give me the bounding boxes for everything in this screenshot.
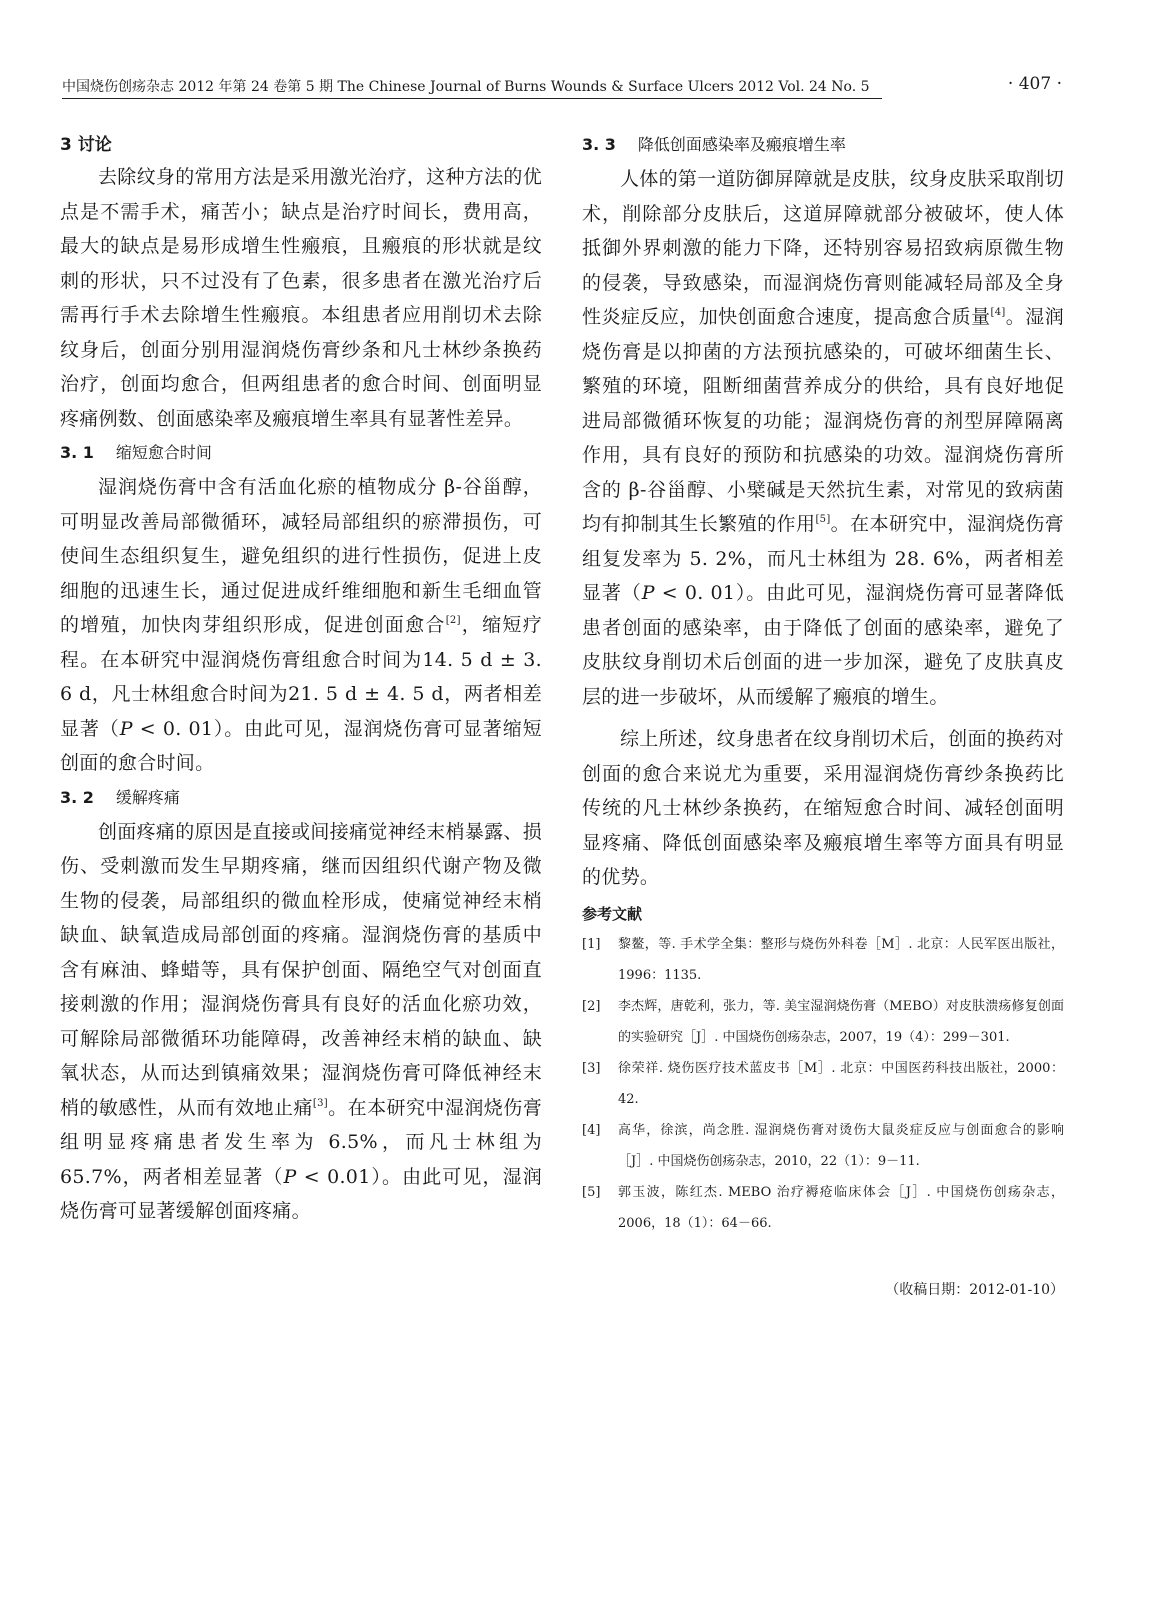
p-value-symbol: P <box>283 1165 297 1188</box>
reference-item: [4] 高华，徐滨，尚念胜. 湿润烧伤膏对烫伤大鼠炎症反应与创面愈合的影响［J］. 中国烧伤创疡杂志，2010，22（1）：9－11. <box>582 1122 1064 1169</box>
reference-item: [1] 黎鳌，等. 手术学全集：整形与烧伤外科卷［M］. 北京：人民军医出版社，1996：1135. <box>582 936 1064 983</box>
reference-item: [3] 徐荣祥. 烧伤医疗技术蓝皮书［M］. 北京：中国医药科技出版社，2000：42. <box>582 1060 1064 1107</box>
citation-5: [5] <box>815 514 831 525</box>
citation-3: [3] <box>312 1097 328 1109</box>
section-3-2-title: 缓解疼痛 <box>115 787 180 807</box>
header-rule <box>62 98 882 99</box>
reference-item: [2] 李杰辉，唐乾利，张力，等. 美宝湿润烧伤膏（MEBO）对皮肤溃疡修复创面的实验研究［J］. 中国烧伤创疡杂志，2007，19（4）：299－301. <box>582 998 1064 1045</box>
section-3-1-paragraph: 湿润烧伤膏中含有活血化瘀的植物成分 β-谷甾醇，可明显改善局部微循环，减轻局部组织的瘀滞损伤，可使间生态组织复生，避免组织的进行性损伤，促进上皮细胞的迅速生长，通过促进成纤维细胞和新生毛细血管的增殖，加快肉芽组织形成，促进创面愈合[2]，缩短疗程。在本研究中湿润烧伤膏组愈合时间为14. 5 d ± 3. 6 d，凡士林组愈合时间为21. 5 d ± 4. 5 d，两者相差显著（P < 0. 01）。由此可见，湿润烧伤膏可显著缩短创面的愈合时间。 <box>60 476 542 774</box>
section-3-3-number: 3. 3 <box>582 135 616 154</box>
section-3-3-paragraph: 人体的第一道防御屏障就是皮肤，纹身皮肤采取削切术，削除部分皮肤后，这道屏障就部分被破坏，使人体抵御外界刺激的能力下降，还特别容易招致病原微生物的侵袭，导致感染，而湿润烧伤膏则能减轻局部及全身性炎症反应，加快创面愈合速度，提高愈合质量[4]。湿润烧伤膏是以抑菌的方法预抗感染的，可破坏细菌生长、繁殖的环境，阻断细菌营养成分的供给，具有良好地促进局部微循环恢复的功能；湿润烧伤膏的剂型屏障隔离作用，具有良好的预防和抗感染的功效。湿润烧伤膏所含的 β-谷甾醇、小檗碱是天然抗生素，对常见的致病菌均有抑制其生长繁殖的作用[5]。在本研究中，湿润烧伤膏组复发率为 5. 2%，而凡士林组为 28. 6%，两者相差显著（P < 0. 01）。由此可见，湿润烧伤膏可显著降低患者创面的感染率，由于降低了创面的感染率，避免了皮肤纹身削切术后创面的进一步加深，避免了皮肤真皮层的进一步破坏，从而缓解了瘢痕的增生。 <box>582 168 1064 708</box>
running-header <box>62 76 1062 104</box>
references-list <box>582 929 1064 1239</box>
section-3-2-heading <box>60 781 542 815</box>
left-column <box>60 128 542 1229</box>
section-3-1-title: 缩短愈合时间 <box>115 443 212 462</box>
section-3-1-number: 3. 1 <box>60 443 94 462</box>
p-value-symbol: P <box>641 582 655 604</box>
section-3-heading: 3 讨论 <box>60 135 112 155</box>
section-3-3-title: 降低创面感染率及瘢痕增生率 <box>637 135 846 154</box>
section-3-3-heading <box>582 128 1064 162</box>
p-value-symbol: P <box>119 717 133 740</box>
section-3-1-heading <box>60 436 542 470</box>
conclusion-paragraph: 综上所述，纹身患者在纹身削切术后，创面的换药对创面的愈合来说尤为重要，采用湿润烧伤膏纱条换药比传统的凡士林纱条换药，在缩短愈合时间、减轻创面明显疼痛、降低创面感染率及瘢痕增生率等方面具有明显的优势。 <box>582 728 1064 888</box>
section-3-2-number: 3. 2 <box>60 787 94 807</box>
right-column <box>582 128 1064 1299</box>
references-heading: 参考文献 <box>582 904 643 923</box>
section-3-2-paragraph: 创面疼痛的原因是直接或间接痛觉神经末梢暴露、损伤、受刺激而发生早期疼痛，继而因组织代谢产物及微生物的侵袭，局部组织的微血栓形成，使痛觉神经末梢缺血、缺氧造成局部创面的疼痛。湿润烧伤膏的基质中含有麻油、蜂蜡等，具有保护创面、隔绝空气对创面直接刺激的作用；湿润烧伤膏具有良好的活血化瘀功效，可解除局部微循环功能障碍，改善神经末梢的缺血、缺氧状态，从而达到镇痛效果；湿润烧伤膏可降低神经末梢的敏感性，从而有效地止痛[3]。在本研究中湿润烧伤膏组明显疼痛患者发生率为 6.5%，而凡士林组为 65.7%，两者相差显著（P < 0.01）。由此可见，湿润烧伤膏可显著缓解创面疼痛。 <box>60 820 542 1222</box>
reference-item: [5] 郭玉波，陈红杰. MEBO 治疗褥疮临床体会［J］. 中国烧伤创疡杂志，2006，18（1）：64－66. <box>582 1184 1064 1231</box>
running-head: 中国烧伤创疡杂志 2012 年第 24 卷第 5 期 The Chinese Journal of Burns Wounds & Surface Ulcers 2012 Vol. 24 No. 5 <box>62 79 870 95</box>
received-date: （收稿日期：2012-01-10） <box>885 1281 1064 1298</box>
section-3-paragraph: 去除纹身的常用方法是采用激光治疗，这种方法的优点是不需手术，痛苦小；缺点是治疗时间长，费用高，最大的缺点是易形成增生性瘢痕，且瘢痕的形状就是纹刺的形状，只不过没有了色素，很多患者在激光治疗后需再行手术去除增生性瘢痕。本组患者应用削切术去除纹身后，创面分别用湿润烧伤膏纱条和凡士林纱条换药治疗，创面均愈合，但两组患者的愈合时间、创面明显疼痛例数、创面感染率及瘢痕增生率具有显著性差异。 <box>60 166 542 430</box>
citation-2: [2] <box>445 615 461 626</box>
page-number: · 407 · <box>1007 74 1062 94</box>
citation-4: [4] <box>990 307 1006 318</box>
